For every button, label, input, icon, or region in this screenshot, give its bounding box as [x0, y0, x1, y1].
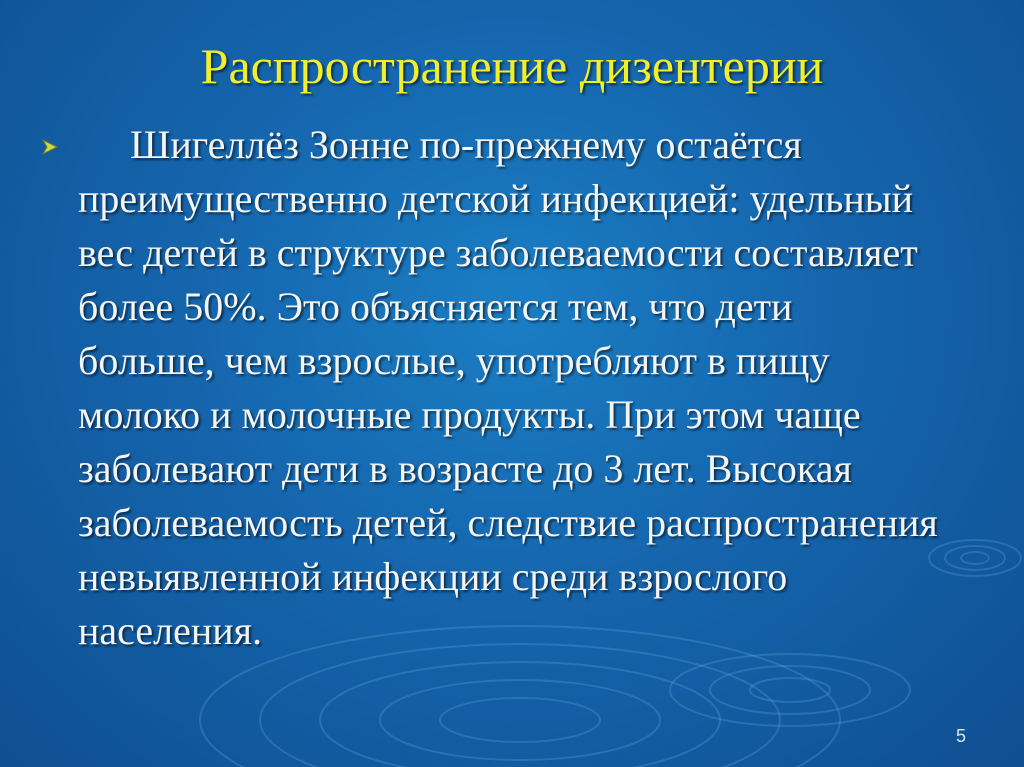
arrow-bullet-icon — [40, 137, 60, 157]
bullet-text: Шигеллёз Зонне по-прежнему остаётся преимущественно детской инфекцией: удельный вес детей в структуре заболеваемости составляет более 50%. Это объясняется тем, что дети больше, чем взрослые, употребляют в пищу молоко и молочные продукты. При этом чаще заболевают дети в возрасте до 3 лет. Высокая заболеваемость детей, следствие распространения невыявленной инфекции среди взрослого населения. — [78, 122, 938, 653]
slide-title: Распространение дизентерии — [200, 38, 824, 94]
slide-number: 5 — [955, 726, 966, 746]
